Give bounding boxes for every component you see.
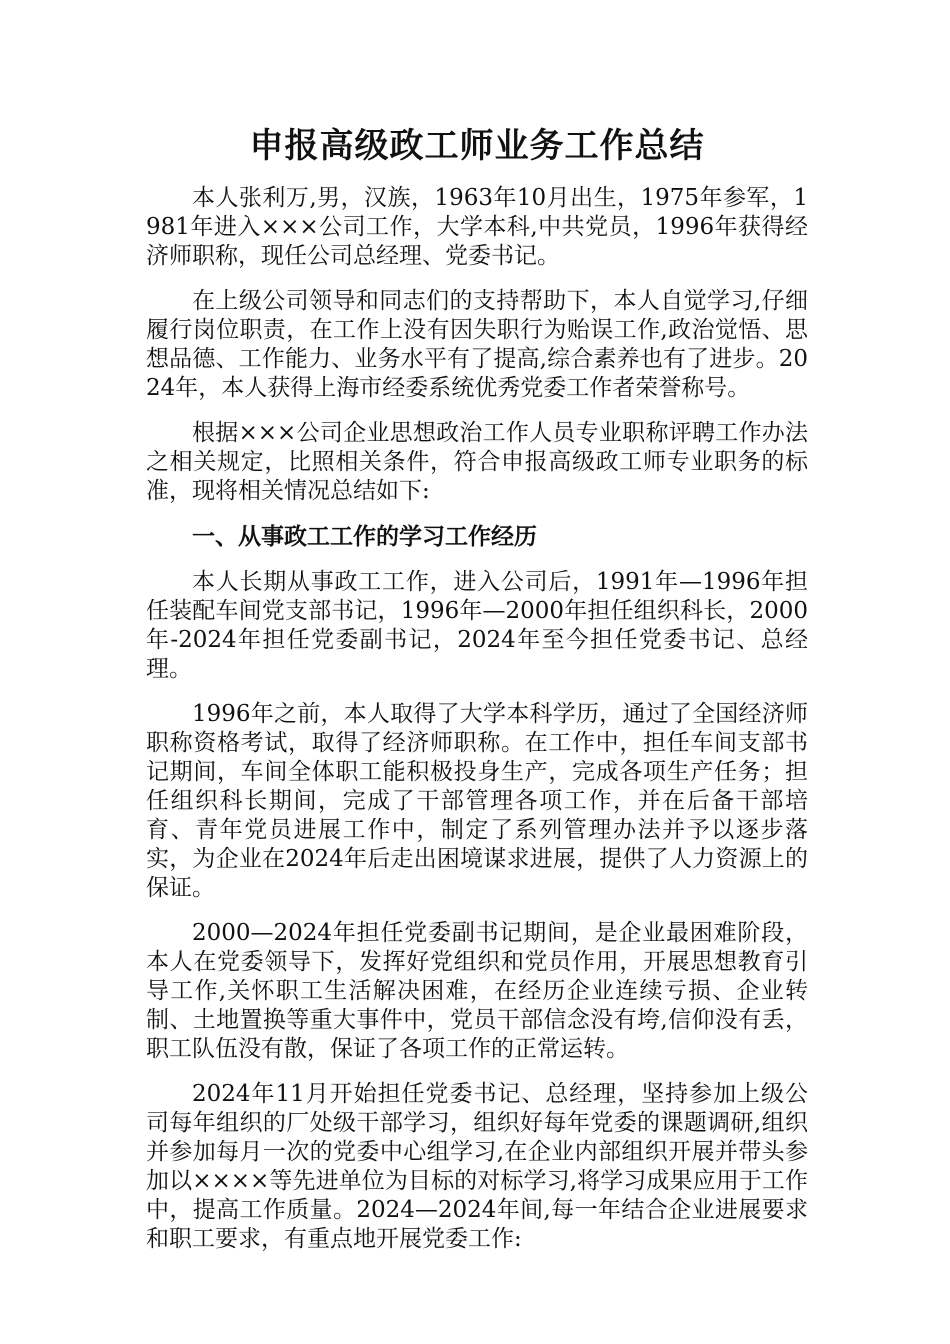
document-title: 申报高级政工师业务工作总结: [249, 126, 705, 166]
document-page: [146, 118, 808, 1270]
paragraph-secretary-period: 2024年11月开始担任党委书记、总经理，坚持参加上级公司每年组织的厂处级干部学习，组织好每年党委的课题调研,组织并参加每月一次的党委中心组学习,在企业内部组织开展并带头参加以××××等先进单位为目标的对标学习,将学习成果应用于工作中，提高工作质量。2024—2024年间,每一年结合企业进展要求和职工要求，有重点地开展党委工作:: [146, 1081, 808, 1252]
section-heading-work-experience: 一、从事政工工作的学习工作经历: [192, 524, 537, 550]
paragraph-performance: 在上级公司领导和同志们的支持帮助下，本人自觉学习,仔细履行岗位职责，在工作上没有因失职行为贻误工作,政治觉悟、思想品德、工作能力、业务水平有了提高,综合素养也有了进步。2024年，本人获得上海市经委系统优秀党委工作者荣誉称号。: [146, 288, 808, 401]
paragraph-career-history: 本人长期从事政工工作，进入公司后，1991年—1996年担任装配车间党支部书记，1996年—2000年担任组织科长，2000年-2024年担任党委副书记，2024年至今担任党委书记、总经理。: [146, 569, 808, 682]
paragraph-application-basis: 根据×××公司企业思想政治工作人员专业职称评聘工作办法之相关规定，比照相关条件，符合申报高级政工师专业职务的标准，现将相关情况总结如下:: [146, 420, 808, 504]
paragraph-deputy-secretary-period: 2000—2024年担任党委副书记期间，是企业最困难阶段，本人在党委领导下，发挥好党组织和党员作用，开展思想教育引导工作,关怀职工生活解决困难，在经历企业连续亏损、企业转制、土地置换等重大事件中，党员干部信念没有垮,信仰没有丢，职工队伍没有散，保证了各项工作的正常运转。: [146, 920, 808, 1062]
paragraph-pre-1996: 1996年之前，本人取得了大学本科学历，通过了全国经济师职称资格考试，取得了经济师职称。在工作中，担任车间支部书记期间，车间全体职工能积极投身生产，完成各项生产任务；担任组织科长期间，完成了干部管理各项工作，并在后备干部培育、青年党员进展工作中，制定了系列管理办法并予以逐步落实，为企业在2024年后走出困境谋求进展，提供了人力资源上的保证。: [146, 701, 808, 901]
paragraph-personal-info: 本人张利万,男，汉族，1963年10月出生，1975年参军，1981年进入×××公司工作，大学本科,中共党员，1996年获得经济师职称，现任公司总经理、党委书记。: [146, 185, 808, 269]
